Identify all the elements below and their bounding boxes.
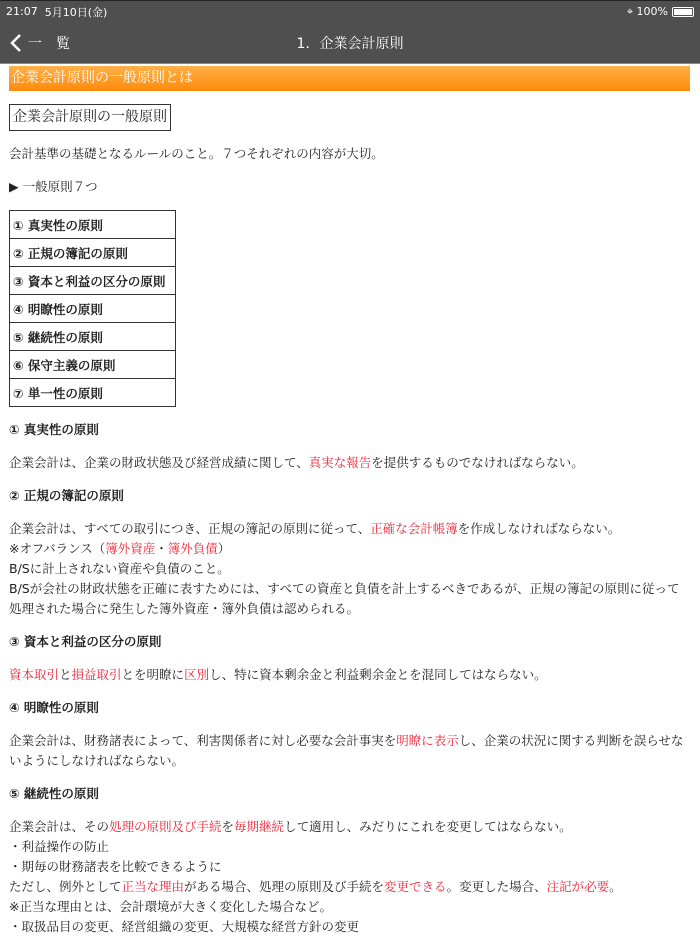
body-text: 企業会計は、財務諸表によって、利害関係者に対し必要な会計事実を (9, 733, 397, 748)
body-text: ※オフバランス（ (9, 541, 106, 556)
status-bar (0, 0, 700, 22)
body-text: 企業会計は、企業の財政状態及び経営成績に関して、 (9, 455, 309, 470)
principle-row (10, 323, 176, 351)
body-text: ） (217, 541, 231, 556)
body-line (9, 877, 691, 897)
highlight-text: 損益取引 (71, 667, 122, 682)
body-line (9, 665, 691, 685)
principle-row (10, 295, 176, 323)
highlight-text: 注記が必要 (546, 879, 610, 894)
battery-icon (672, 7, 694, 17)
body-text: を提供するものでなければならない。 (371, 455, 584, 470)
section-heading: ② 正規の簿記の原則 (9, 488, 124, 503)
body-line (9, 817, 691, 837)
body-text: と (59, 667, 72, 682)
nav-bar (0, 22, 700, 64)
principle-cell: ⑦ 単一性の原則 (10, 379, 176, 407)
body-text: ・利益操作の防止 (9, 839, 110, 854)
highlight-text: 明瞭に表示 (396, 733, 459, 748)
back-button[interactable] (0, 33, 70, 53)
section-heading: ④ 明瞭性の原則 (9, 700, 99, 715)
body-text: とを明瞭に (121, 667, 185, 682)
status-date: 5月10日(金) (44, 5, 108, 19)
highlight-text: 正確な会計帳簿 (370, 521, 458, 536)
principle-cell: ③ 資本と利益の区分の原則 (10, 267, 176, 295)
page-title: 1．企業会計原則 (296, 35, 404, 52)
body-text: を (221, 819, 235, 834)
highlight-text: 区別 (184, 667, 210, 682)
body-text: 企業会計は、すべての取引につき、正規の簿記の原則に従って、 (9, 521, 371, 536)
body-text: ※正当な理由とは、会計環境が大きく変化した場合など。 (9, 899, 332, 914)
highlight-text: 毎期継続 (234, 819, 285, 834)
principles-table (9, 210, 176, 407)
body-line (9, 917, 691, 937)
principle-cell: ④ 明瞭性の原則 (10, 295, 176, 323)
list-label: ▶ 一般原則７つ (9, 179, 98, 194)
wifi-icon: ⌖ (626, 4, 634, 18)
highlight-text: 真実な報告 (308, 455, 372, 470)
body-text: ・取扱品目の変更、経営組織の変更、大規模な経営方針の変更 (9, 919, 360, 934)
body-text: して適用し、みだりにこれを変更してはならない。 (284, 819, 572, 834)
principle-cell: ⑥ 保守主義の原則 (10, 351, 176, 379)
status-time: 21:07 (6, 5, 38, 18)
body-text: を作成しなければならない。 (457, 521, 621, 536)
body-line (9, 731, 691, 771)
body-text: ただし、例外として (9, 879, 122, 894)
body-line (9, 539, 691, 559)
body-text: 。変更した場合、 (446, 879, 547, 894)
content (0, 64, 700, 937)
highlight-text: 資本取引 (9, 667, 60, 682)
body-text: がある場合、処理の原則及び手続を (184, 879, 385, 894)
body-line (9, 857, 691, 877)
body-text: B/Sが会社の財政状態を正確に表すためには、すべての資産と負債を計上するべきであるが、正規の簿記の原則に従って処理された場合に発生した簿外資産・簿外負債は認められる。 (9, 581, 680, 616)
intro-text: 会計基準の基礎となるルールのこと。７つそれぞれの内容が大切。 (9, 146, 384, 161)
body-text: B/Sに計上されない資産や負債のこと。 (9, 561, 230, 576)
section-heading: ⑤ 継続性の原則 (9, 786, 99, 801)
body-text: ・ (155, 541, 168, 556)
battery-percent: 100% (636, 5, 668, 18)
body-line (9, 897, 691, 917)
principle-row (10, 211, 176, 239)
body-text: 企業会計は、その (9, 819, 110, 834)
body-line (9, 519, 691, 539)
boxed-title: 企業会計原則の一般原則 (9, 104, 171, 131)
principle-cell: ① 真実性の原則 (10, 211, 176, 239)
body-text: し、特に資本剰余金と利益剰余金とを混同してはならない。 (209, 667, 547, 682)
highlight-text: 簿外負債 (167, 541, 218, 556)
body-line (9, 559, 691, 579)
body-text: 。 (609, 879, 622, 894)
principle-row (10, 351, 176, 379)
highlight-text: 処理の原則及び手続 (109, 819, 222, 834)
body-text: ・期毎の財務諸表を比較できるように (9, 859, 222, 874)
principle-cell: ② 正規の簿記の原則 (10, 239, 176, 267)
highlight-text: 正当な理由 (121, 879, 185, 894)
body-text: し、企業の状況に関する判断を誤らせないようにしなければならない。 (9, 733, 684, 768)
highlight-text: 簿外資産 (105, 541, 156, 556)
body-line (9, 837, 691, 857)
principle-cell: ⑤ 継続性の原則 (10, 323, 176, 351)
section-heading: ③ 資本と利益の区分の原則 (9, 634, 162, 649)
section-heading: ① 真実性の原則 (9, 422, 99, 437)
body-line (9, 453, 691, 473)
back-label: 一 覧 (28, 35, 70, 52)
principle-row (10, 267, 176, 295)
principle-row (10, 379, 176, 407)
highlight-text: 変更できる (384, 879, 447, 894)
section-header: 企業会計原則の一般原則とは (9, 66, 690, 91)
body-line (9, 579, 691, 619)
chevron-left-icon (10, 33, 22, 53)
principle-row (10, 239, 176, 267)
